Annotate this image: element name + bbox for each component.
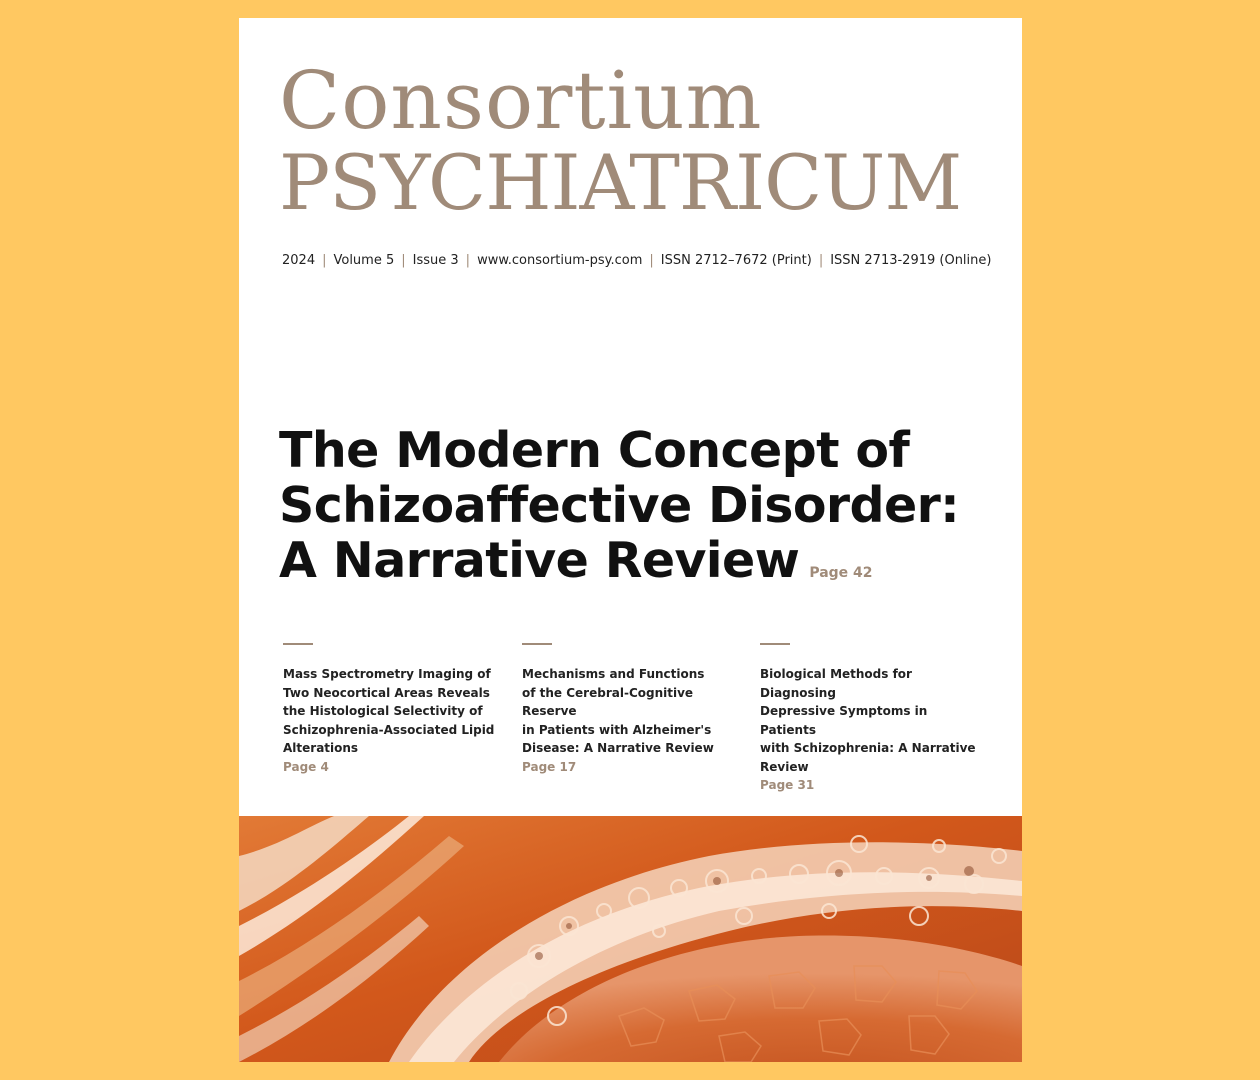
journal-website: www.consortium-psy.com bbox=[477, 253, 643, 268]
journal-masthead bbox=[279, 56, 999, 226]
article-title bbox=[760, 665, 985, 776]
article-card bbox=[522, 643, 737, 776]
masthead-consortium: Consortium bbox=[279, 54, 763, 147]
article-rule bbox=[522, 643, 552, 645]
article-title-line: Two Neocortical Areas Reveals bbox=[283, 685, 490, 700]
article-title-line: Mechanisms and Functions bbox=[522, 667, 705, 681]
issue-number: Issue 3 bbox=[412, 253, 459, 268]
article-title-line: Review bbox=[760, 759, 809, 774]
lead-title-line: Schizoaffective Disorder: bbox=[279, 477, 960, 534]
article-title-line: Depressive Symptoms in Patients bbox=[760, 704, 928, 737]
journal-cover bbox=[239, 18, 1022, 1062]
lead-title-line: A Narrative Review bbox=[279, 532, 800, 589]
article-title-line: of the Cerebral-Cognitive Reserve bbox=[522, 685, 694, 718]
lead-title-line: The Modern Concept of bbox=[279, 422, 910, 479]
article-page: Page 17 bbox=[522, 759, 577, 774]
lead-article bbox=[279, 423, 999, 601]
issn-online: ISSN 2713-2919 (Online) bbox=[830, 253, 992, 268]
article-title bbox=[283, 665, 498, 758]
article-title-line: with Schizophrenia: A Narrative bbox=[760, 741, 976, 755]
article-page: Page 4 bbox=[283, 759, 329, 774]
separator: | bbox=[649, 253, 654, 268]
issue-year: 2024 bbox=[282, 253, 316, 268]
article-title-line: in Patients with Alzheimer's bbox=[522, 722, 712, 737]
article-card bbox=[283, 643, 498, 776]
article-rule bbox=[283, 643, 313, 645]
lead-article-title bbox=[279, 423, 999, 601]
article-title-line: Mass Spectrometry Imaging of bbox=[283, 667, 491, 681]
separator: | bbox=[818, 253, 824, 268]
article-card bbox=[760, 643, 985, 795]
masthead-psychiatricum: PSYCHIATRICUM bbox=[279, 138, 962, 227]
article-title-line: Disease: A Narrative Review bbox=[522, 741, 714, 755]
article-page: Page 31 bbox=[760, 778, 815, 792]
article-title-line: the Histological Selectivity of bbox=[283, 704, 483, 718]
article-title bbox=[522, 665, 737, 758]
issn-print: ISSN 2712–7672 (Print) bbox=[660, 253, 812, 268]
abstract-fluid-art-image bbox=[239, 816, 1022, 1062]
issue-info-line bbox=[282, 253, 991, 268]
article-title-line: Schizophrenia-Associated Lipid bbox=[283, 722, 495, 737]
issue-volume: Volume 5 bbox=[333, 253, 395, 268]
article-rule bbox=[760, 643, 790, 645]
article-title-line: Alterations bbox=[283, 741, 359, 755]
separator: | bbox=[465, 253, 471, 268]
separator: | bbox=[401, 253, 406, 268]
article-title-line: Biological Methods for Diagnosing bbox=[760, 667, 912, 700]
lead-article-page: Page 42 bbox=[809, 565, 873, 581]
separator: | bbox=[322, 253, 327, 268]
